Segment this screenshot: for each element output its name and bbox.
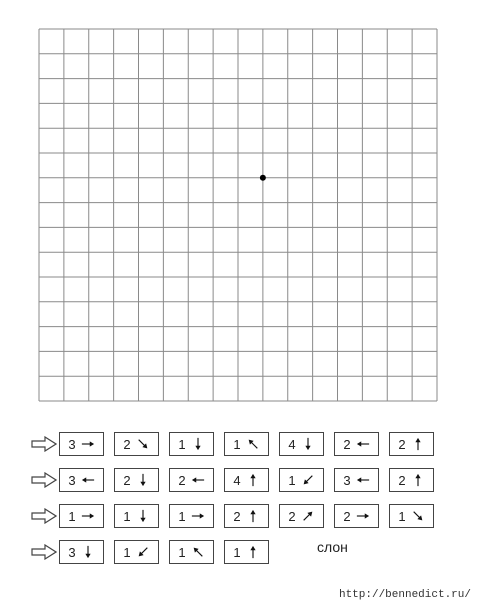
command-box	[114, 468, 159, 492]
command-box	[169, 504, 214, 528]
command-count: 2	[178, 472, 186, 488]
command-box	[279, 432, 324, 456]
command-count: 2	[233, 508, 241, 524]
command-count: 1	[178, 544, 186, 560]
row-pointer-icon	[31, 472, 57, 488]
arrow-down-left-icon	[136, 545, 150, 559]
arrow-up-icon	[411, 437, 425, 451]
command-box	[279, 504, 324, 528]
command-box	[389, 432, 434, 456]
arrow-left-icon	[356, 437, 370, 451]
command-box	[59, 432, 104, 456]
row-pointer-icon	[31, 544, 57, 560]
arrow-right-icon	[191, 509, 205, 523]
arrow-up-icon	[246, 545, 260, 559]
command-count: 1	[123, 508, 131, 524]
command-box	[169, 540, 214, 564]
command-count: 1	[233, 436, 241, 452]
arrow-up-icon	[246, 473, 260, 487]
command-box	[224, 468, 269, 492]
command-count: 2	[288, 508, 296, 524]
row-pointer-icon	[31, 436, 57, 452]
row-pointer-icon	[31, 508, 57, 524]
command-box	[114, 432, 159, 456]
arrow-down-left-icon	[301, 473, 315, 487]
arrow-up-right-icon	[301, 509, 315, 523]
arrow-right-icon	[81, 437, 95, 451]
command-count: 3	[68, 436, 76, 452]
command-count: 3	[343, 472, 351, 488]
command-count: 1	[123, 544, 131, 560]
command-count: 4	[233, 472, 241, 488]
arrow-left-icon	[81, 473, 95, 487]
arrow-up-left-icon	[191, 545, 205, 559]
command-count: 2	[123, 436, 131, 452]
command-box	[114, 504, 159, 528]
command-count: 1	[233, 544, 241, 560]
start-point	[260, 175, 266, 181]
command-count: 2	[343, 436, 351, 452]
command-count: 1	[178, 508, 186, 524]
command-box	[389, 504, 434, 528]
command-box	[59, 504, 104, 528]
command-box	[224, 504, 269, 528]
command-count: 1	[178, 436, 186, 452]
answer-word: слон	[317, 539, 348, 555]
command-count: 1	[68, 508, 76, 524]
command-count: 2	[398, 472, 406, 488]
arrow-up-left-icon	[246, 437, 260, 451]
command-box	[334, 432, 379, 456]
command-box	[169, 432, 214, 456]
command-box	[59, 468, 104, 492]
arrow-left-icon	[191, 473, 205, 487]
command-count: 2	[398, 436, 406, 452]
arrow-down-right-icon	[411, 509, 425, 523]
arrow-down-icon	[81, 545, 95, 559]
command-count: 2	[123, 472, 131, 488]
command-count: 4	[288, 436, 296, 452]
command-count: 1	[398, 508, 406, 524]
command-box	[389, 468, 434, 492]
arrow-down-right-icon	[136, 437, 150, 451]
arrow-down-icon	[136, 473, 150, 487]
arrow-right-icon	[356, 509, 370, 523]
command-count: 2	[343, 508, 351, 524]
command-box	[114, 540, 159, 564]
arrow-down-icon	[301, 437, 315, 451]
arrow-down-icon	[136, 509, 150, 523]
command-count: 1	[288, 472, 296, 488]
source-watermark: http://bennedict.ru/	[338, 589, 471, 601]
command-box	[224, 540, 269, 564]
command-box	[279, 468, 324, 492]
command-box	[334, 468, 379, 492]
command-box	[59, 540, 104, 564]
arrow-up-icon	[411, 473, 425, 487]
command-count: 3	[68, 544, 76, 560]
command-box	[224, 432, 269, 456]
drawing-grid	[38, 28, 438, 402]
arrow-right-icon	[81, 509, 95, 523]
command-box	[169, 468, 214, 492]
arrow-up-icon	[246, 509, 260, 523]
command-count: 3	[68, 472, 76, 488]
command-box	[334, 504, 379, 528]
arrow-down-icon	[191, 437, 205, 451]
arrow-left-icon	[356, 473, 370, 487]
